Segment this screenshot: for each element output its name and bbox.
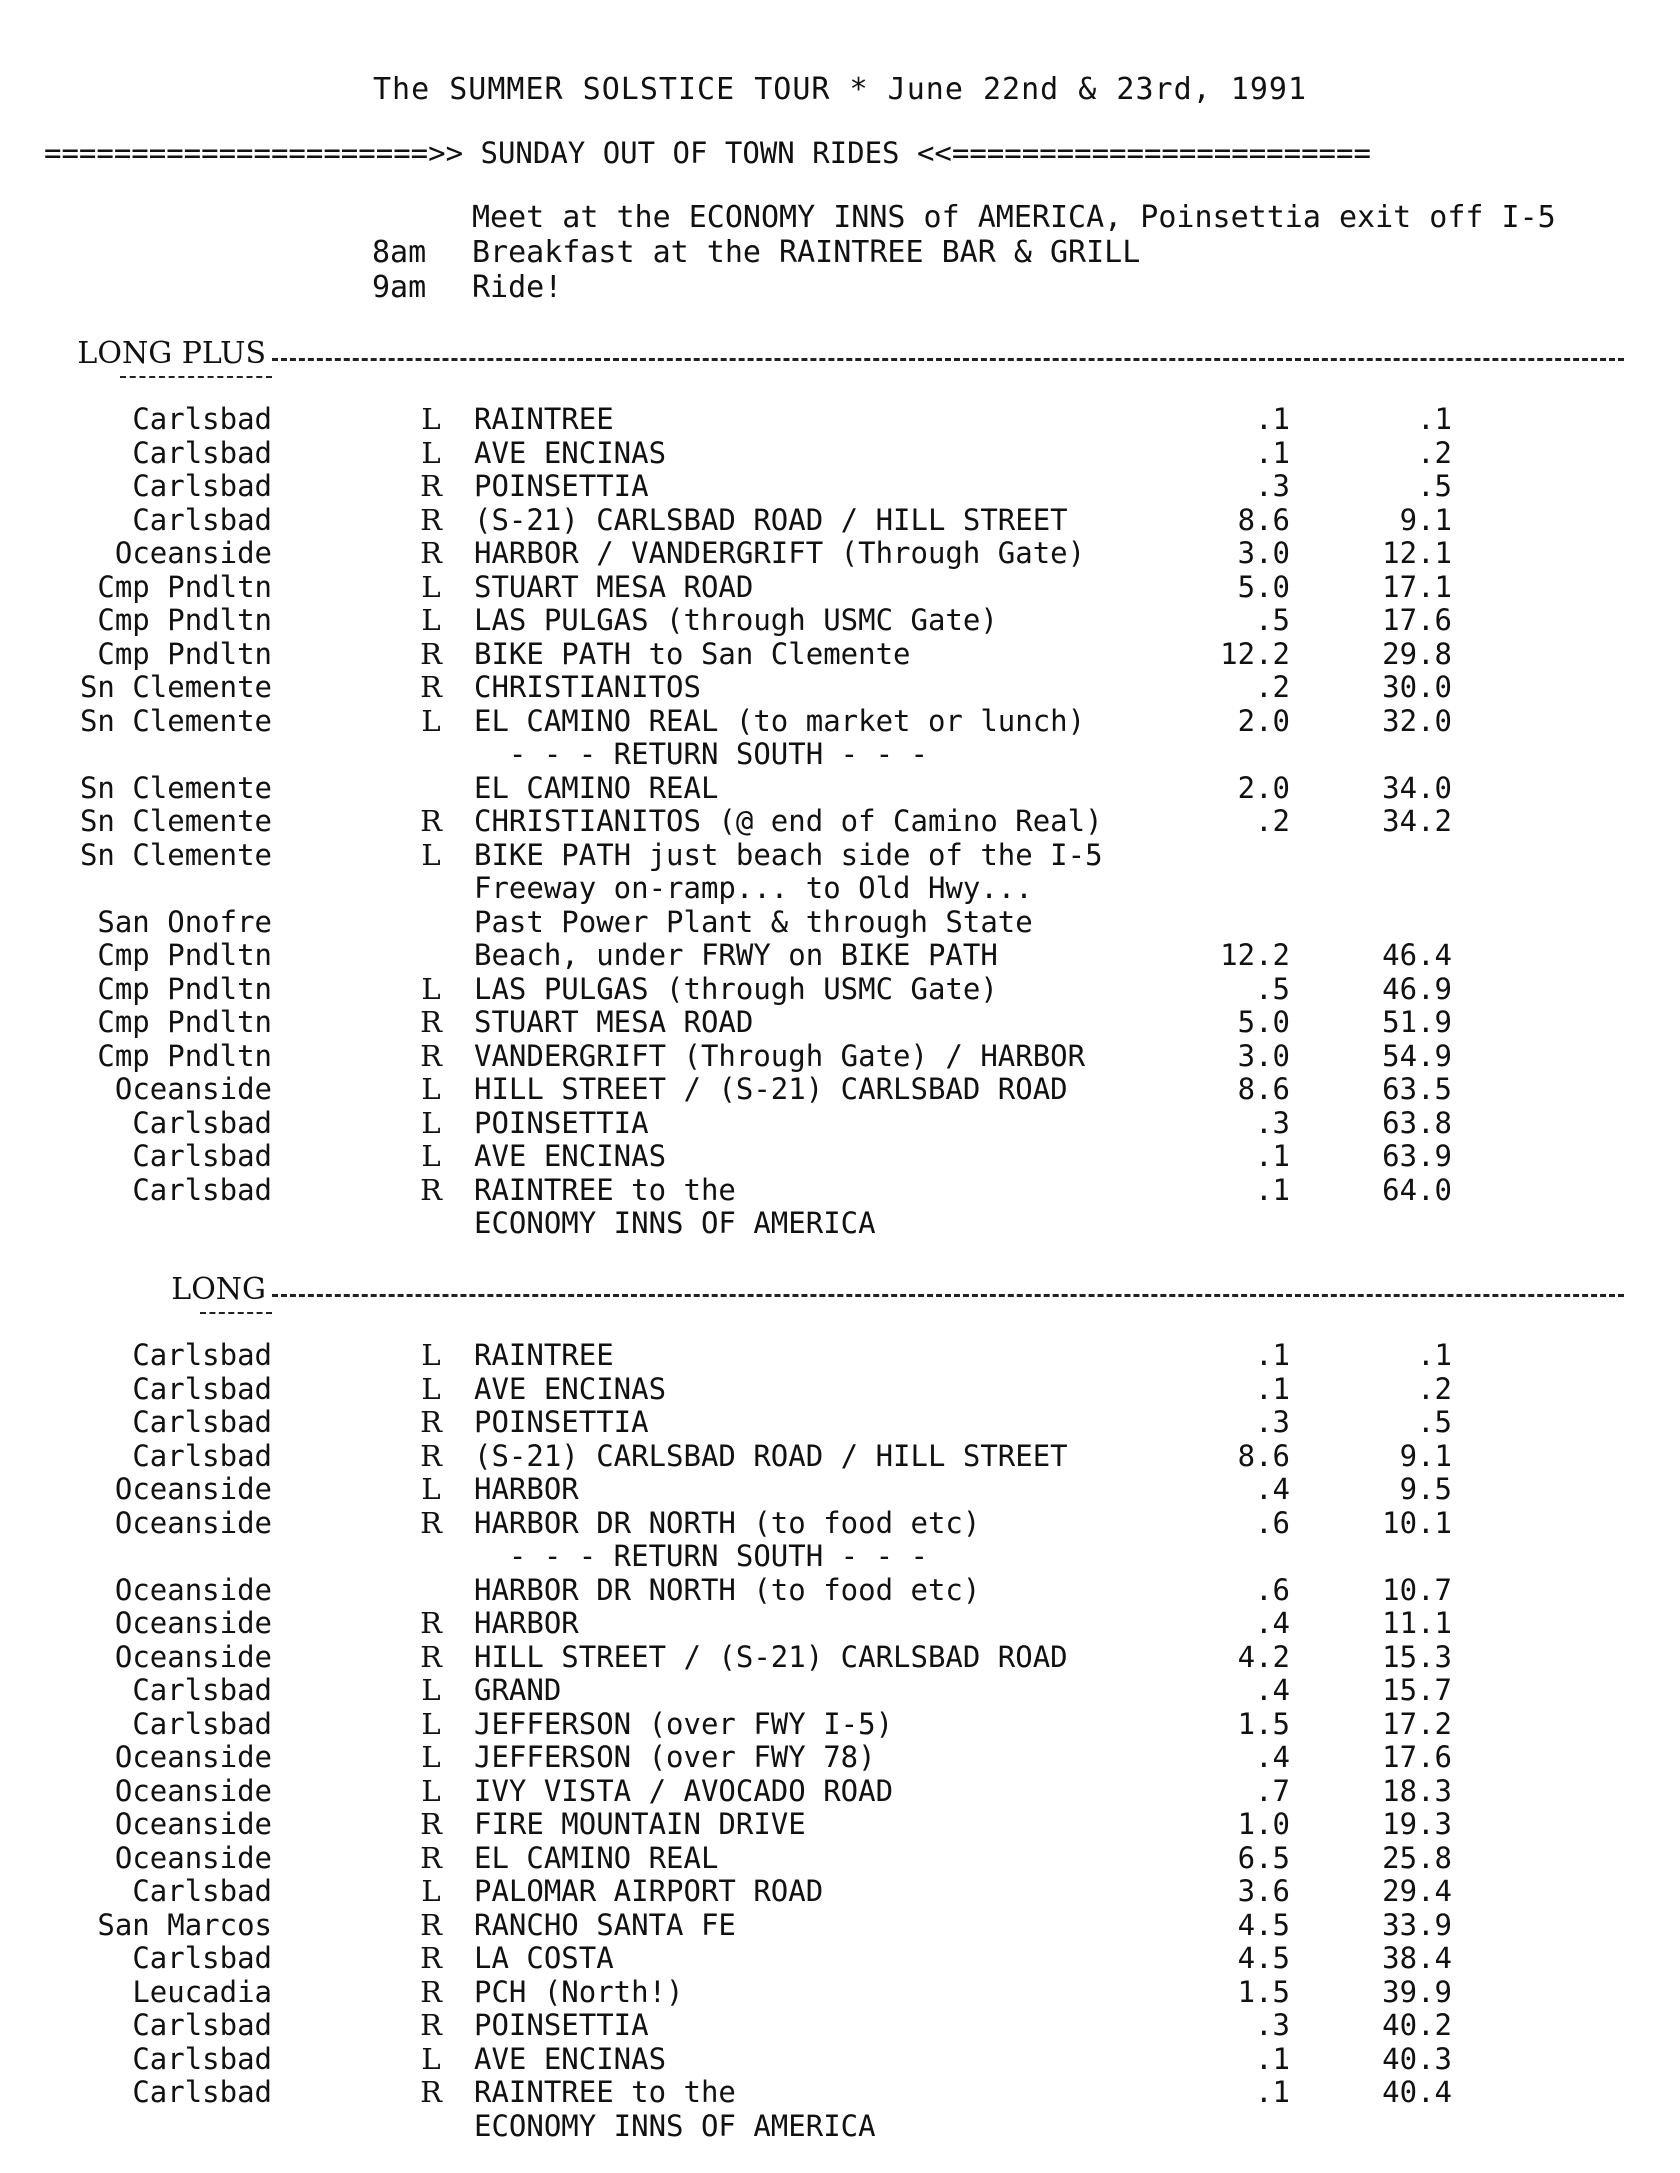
road-name: (S-21) CARLSBAD ROAD / HILL STREET	[474, 502, 1068, 537]
cue-row	[0, 1405, 1680, 1439]
road-name: RAINTREE	[474, 402, 614, 436]
label-underline	[120, 376, 272, 388]
cue-row	[0, 1908, 1680, 1942]
cumulative-distance: 12.1	[1382, 536, 1452, 570]
cumulative-distance: 46.4	[1382, 938, 1452, 972]
road-name: BIKE PATH just beach side of the I-5	[474, 837, 1103, 872]
road-name: Past Power Plant & through State	[474, 904, 1033, 939]
road-name: POINSETTIA	[474, 1405, 649, 1439]
turn-direction: R	[420, 636, 442, 671]
town-name: Oceanside	[114, 1639, 272, 1674]
turn-direction: L	[421, 1472, 441, 1506]
town-name: Carlsbad	[132, 435, 272, 470]
segment-distance: .7	[1255, 1773, 1290, 1808]
segment-distance: .1	[1255, 2041, 1290, 2076]
turn-direction: L	[421, 1072, 441, 1106]
road-name: (S-21) CARLSBAD ROAD / HILL STREET	[474, 1438, 1068, 1473]
segment-distance: 12.2	[1220, 938, 1290, 972]
cumulative-distance: 34.2	[1382, 804, 1452, 838]
town-name: Carlsbad	[132, 2041, 272, 2076]
segment-distance: 8.6	[1237, 1438, 1290, 1473]
town-name: Carlsbad	[132, 402, 272, 436]
segment-distance: .1	[1255, 435, 1290, 470]
town-name: Oceanside	[114, 1807, 272, 1841]
segment-distance: .4	[1255, 1472, 1290, 1506]
turn-direction: L	[421, 1740, 441, 1774]
route-section-long-plus	[0, 336, 1680, 1240]
cumulative-distance: 40.2	[1382, 2008, 1452, 2042]
road-name: POINSETTIA	[474, 469, 649, 503]
road-name: RANCHO SANTA FE	[474, 1907, 736, 1942]
segment-distance: 2.0	[1237, 770, 1290, 805]
turn-direction: R	[420, 670, 442, 704]
segment-distance: 5.0	[1237, 569, 1290, 604]
label-underline	[200, 1312, 272, 1324]
town-name: Carlsbad	[132, 469, 272, 503]
cumulative-distance: .2	[1417, 1371, 1452, 1406]
town-name: Oceanside	[114, 1773, 272, 1808]
town-name: Carlsbad	[132, 2075, 272, 2109]
meeting-time: 9am	[372, 270, 427, 305]
turn-direction: R	[420, 804, 442, 838]
road-name: CHRISTIANITOS	[474, 670, 701, 704]
cumulative-distance: 34.0	[1382, 770, 1452, 805]
segment-distance: 2.0	[1237, 703, 1290, 738]
turn-direction: L	[421, 1773, 441, 1808]
turn-direction: R	[420, 1974, 442, 2009]
segment-distance: 3.6	[1237, 1874, 1290, 1908]
road-name: HARBOR DR NORTH (to food etc)	[474, 1505, 981, 1540]
cue-row	[0, 1975, 1680, 2009]
segment-distance: 4.5	[1237, 1941, 1290, 1975]
segment-distance: 1.0	[1237, 1807, 1290, 1841]
turn-direction: L	[421, 603, 441, 637]
section-header	[0, 336, 1680, 376]
cue-rows	[0, 402, 1680, 1240]
cumulative-distance: 39.9	[1382, 1974, 1452, 2009]
meeting-line	[372, 235, 1556, 270]
segment-distance: .5	[1255, 603, 1290, 637]
meeting-line	[372, 270, 1556, 305]
cumulative-distance: 32.0	[1382, 703, 1452, 738]
cue-row	[0, 1941, 1680, 1975]
section-banner: ======================>> SUNDAY OUT OF TOWN RIDES <<========================	[44, 136, 1371, 170]
town-name: Cmp Pndltn	[97, 971, 272, 1006]
meeting-line	[372, 200, 1556, 235]
cue-row	[0, 469, 1680, 503]
cumulative-distance: 11.1	[1382, 1606, 1452, 1640]
road-name: PCH (North!)	[474, 1974, 684, 2009]
town-name: Leucadia	[132, 1974, 272, 2009]
cumulative-distance: 38.4	[1382, 1941, 1452, 1975]
cumulative-distance: 17.1	[1382, 569, 1452, 604]
town-name: Cmp Pndltn	[97, 636, 272, 671]
cue-row	[0, 1039, 1680, 1073]
cumulative-distance: 9.1	[1399, 502, 1452, 537]
turn-direction: L	[421, 1673, 441, 1707]
cumulative-distance: .1	[1417, 1338, 1452, 1372]
road-name: RAINTREE to the	[474, 2075, 736, 2109]
cue-row	[0, 536, 1680, 570]
road-name: GRAND	[474, 1673, 562, 1707]
cumulative-distance: 15.3	[1382, 1639, 1452, 1674]
cue-row	[0, 1606, 1680, 1640]
cumulative-distance: .1	[1417, 402, 1452, 436]
cue-row	[0, 1673, 1680, 1707]
town-name: Oceanside	[114, 1505, 272, 1540]
road-name: HARBOR DR NORTH (to food etc)	[474, 1572, 981, 1607]
cumulative-distance: 18.3	[1382, 1773, 1452, 1808]
cue-row	[0, 838, 1680, 872]
road-name: LAS PULGAS (through USMC Gate)	[474, 971, 998, 1006]
cumulative-distance: 10.1	[1382, 1505, 1452, 1540]
page-title: The SUMMER SOLSTICE TOUR * June 22nd & 23rd, 1991	[372, 72, 1307, 107]
cue-row	[0, 972, 1680, 1006]
road-name: Beach, under FRWY on BIKE PATH	[474, 938, 998, 972]
turn-direction: R	[420, 1438, 442, 1473]
town-name: Carlsbad	[132, 1105, 272, 1140]
town-name: Carlsbad	[132, 1673, 272, 1707]
cue-row	[0, 1539, 1680, 1573]
turn-direction: R	[420, 2075, 442, 2109]
town-name: Oceanside	[114, 536, 272, 570]
turn-direction: L	[421, 1139, 441, 1173]
header-rule	[272, 358, 1624, 361]
road-name: HILL STREET / (S-21) CARLSBAD ROAD	[474, 1072, 1068, 1106]
road-name: STUART MESA ROAD	[474, 1005, 754, 1039]
cue-row	[0, 1573, 1680, 1607]
road-name: POINSETTIA	[474, 2008, 649, 2042]
cumulative-distance: 10.7	[1382, 1572, 1452, 1607]
town-name: Carlsbad	[132, 1172, 272, 1207]
road-name: LA COSTA	[474, 1941, 614, 1975]
segment-distance: 4.2	[1237, 1639, 1290, 1674]
town-name: Carlsbad	[132, 1371, 272, 1406]
town-name: Sn Clemente	[79, 703, 272, 738]
segment-distance: 3.0	[1237, 536, 1290, 570]
town-name: Sn Clemente	[79, 670, 272, 704]
road-name: Freeway on-ramp... to Old Hwy...	[474, 871, 1033, 905]
cue-row	[0, 737, 1680, 771]
cue-row	[0, 1005, 1680, 1039]
meeting-time: 8am	[372, 235, 427, 270]
road-name: CHRISTIANITOS (@ end of Camino Real)	[474, 804, 1103, 838]
town-name: San Marcos	[97, 1907, 272, 1942]
cue-row	[0, 1807, 1680, 1841]
cumulative-distance: 33.9	[1382, 1907, 1452, 1942]
cumulative-distance: 19.3	[1382, 1807, 1452, 1841]
turn-direction: R	[420, 1907, 442, 1942]
cue-row	[0, 1506, 1680, 1540]
segment-distance: .1	[1255, 1139, 1290, 1173]
segment-distance: .4	[1255, 1606, 1290, 1640]
road-name: EL CAMINO REAL (to market or lunch)	[474, 703, 1086, 738]
cue-row	[0, 1338, 1680, 1372]
road-name: HILL STREET / (S-21) CARLSBAD ROAD	[474, 1639, 1068, 1674]
cumulative-distance: 17.2	[1382, 1706, 1452, 1741]
road-name: JEFFERSON (over FWY I-5)	[474, 1706, 894, 1741]
turn-direction: R	[420, 1005, 442, 1039]
town-name: Cmp Pndltn	[97, 603, 272, 637]
cumulative-distance: 51.9	[1382, 1005, 1452, 1039]
cue-row	[0, 2075, 1680, 2109]
town-name: San Onofre	[97, 904, 272, 939]
turn-direction: L	[421, 1371, 441, 1406]
town-name: Carlsbad	[132, 1874, 272, 1908]
cumulative-distance: 17.6	[1382, 1740, 1452, 1774]
turn-direction: R	[420, 1639, 442, 1674]
turn-direction: L	[421, 1105, 441, 1140]
segment-distance: .1	[1255, 1371, 1290, 1406]
header-rule	[272, 1294, 1624, 1297]
turn-direction: R	[420, 1405, 442, 1439]
road-name: PALOMAR AIRPORT ROAD	[474, 1874, 824, 1908]
segment-distance: .2	[1255, 804, 1290, 838]
town-name: Sn Clemente	[79, 837, 272, 872]
road-name: AVE ENCINAS	[474, 1139, 667, 1173]
turn-direction: L	[421, 1338, 441, 1372]
turn-direction: L	[421, 2041, 441, 2076]
cumulative-distance: .2	[1417, 435, 1452, 470]
cumulative-distance: 17.6	[1382, 603, 1452, 637]
road-name: STUART MESA ROAD	[474, 569, 754, 604]
segment-distance: .3	[1255, 2008, 1290, 2042]
road-name: RAINTREE	[474, 1338, 614, 1372]
cue-rows	[0, 1338, 1680, 2142]
road-name: BIKE PATH to San Clemente	[474, 636, 911, 671]
road-name: EL CAMINO REAL	[474, 770, 719, 805]
road-name: - - - RETURN SOUTH - - -	[474, 737, 928, 771]
cue-row	[0, 603, 1680, 637]
cue-row	[0, 704, 1680, 738]
turn-direction: R	[420, 1505, 442, 1540]
road-name: VANDERGRIFT (Through Gate) / HARBOR	[474, 1038, 1086, 1073]
cumulative-distance: 25.8	[1382, 1840, 1452, 1875]
cue-row	[0, 1139, 1680, 1173]
road-name: AVE ENCINAS	[474, 1371, 667, 1406]
cue-row	[0, 1072, 1680, 1106]
segment-distance: .3	[1255, 469, 1290, 503]
town-name: Oceanside	[114, 1072, 272, 1106]
cue-row	[0, 1206, 1680, 1240]
turn-direction: R	[420, 1172, 442, 1207]
cumulative-distance: 63.5	[1382, 1072, 1452, 1106]
town-name: Sn Clemente	[79, 804, 272, 838]
cue-row	[0, 1707, 1680, 1741]
segment-distance: .6	[1255, 1505, 1290, 1540]
town-name: Carlsbad	[132, 2008, 272, 2042]
meeting-text: Ride!	[472, 270, 563, 305]
segment-distance: 8.6	[1237, 1072, 1290, 1106]
town-name: Oceanside	[114, 1472, 272, 1506]
cumulative-distance: 63.8	[1382, 1105, 1452, 1140]
turn-direction: L	[421, 837, 441, 872]
cue-row	[0, 637, 1680, 671]
cue-row	[0, 871, 1680, 905]
cue-row	[0, 1740, 1680, 1774]
town-name: Cmp Pndltn	[97, 938, 272, 972]
cue-row	[0, 2109, 1680, 2143]
cue-row	[0, 1874, 1680, 1908]
cue-row	[0, 771, 1680, 805]
town-name: Carlsbad	[132, 1706, 272, 1741]
town-name: Oceanside	[114, 1840, 272, 1875]
road-name: RAINTREE to the	[474, 1172, 736, 1207]
town-name: Oceanside	[114, 1606, 272, 1640]
turn-direction: L	[421, 402, 441, 436]
turn-direction: R	[420, 1941, 442, 1975]
segment-distance: .4	[1255, 1673, 1290, 1707]
road-name: POINSETTIA	[474, 1105, 649, 1140]
town-name: Sn Clemente	[79, 770, 272, 805]
cumulative-distance: 29.8	[1382, 636, 1452, 671]
road-name: HARBOR	[474, 1472, 579, 1506]
turn-direction: L	[421, 1706, 441, 1741]
cumulative-distance: 15.7	[1382, 1673, 1452, 1707]
turn-direction: L	[421, 703, 441, 738]
turn-direction: L	[421, 569, 441, 604]
cumulative-distance: 64.0	[1382, 1172, 1452, 1207]
cue-row	[0, 503, 1680, 537]
turn-direction: R	[420, 1807, 442, 1841]
road-name: HARBOR	[474, 1606, 579, 1640]
cue-row	[0, 1841, 1680, 1875]
road-name: - - - RETURN SOUTH - - -	[474, 1539, 928, 1573]
cue-row	[0, 938, 1680, 972]
turn-direction: L	[421, 435, 441, 470]
turn-direction: R	[420, 2008, 442, 2042]
turn-direction: L	[421, 1874, 441, 1908]
road-name: JEFFERSON (over FWY 78)	[474, 1740, 876, 1774]
town-name: Carlsbad	[132, 502, 272, 537]
town-name: Cmp Pndltn	[97, 569, 272, 604]
town-name: Carlsbad	[132, 1139, 272, 1173]
cue-row	[0, 1106, 1680, 1140]
segment-distance: .1	[1255, 2075, 1290, 2109]
turn-direction: R	[420, 469, 442, 503]
segment-distance: 1.5	[1237, 1974, 1290, 2009]
road-name: FIRE MOUNTAIN DRIVE	[474, 1807, 806, 1841]
road-name: LAS PULGAS (through USMC Gate)	[474, 603, 998, 637]
road-name: AVE ENCINAS	[474, 2041, 667, 2076]
cue-row	[0, 436, 1680, 470]
cumulative-distance: 9.1	[1399, 1438, 1452, 1473]
town-name: Carlsbad	[132, 1338, 272, 1372]
segment-distance: .1	[1255, 1338, 1290, 1372]
segment-distance: .4	[1255, 1740, 1290, 1774]
segment-distance: 4.5	[1237, 1907, 1290, 1942]
cumulative-distance: .5	[1417, 469, 1452, 503]
cue-row	[0, 570, 1680, 604]
turn-direction: L	[421, 971, 441, 1006]
segment-distance: .2	[1255, 670, 1290, 704]
road-name: ECONOMY INNS OF AMERICA	[474, 1206, 876, 1240]
segment-distance: 12.2	[1220, 636, 1290, 671]
town-name: Cmp Pndltn	[97, 1005, 272, 1039]
cumulative-distance: 30.0	[1382, 670, 1452, 704]
route-section-long	[0, 1272, 1680, 2143]
segment-distance: 5.0	[1237, 1005, 1290, 1039]
road-name: ECONOMY INNS OF AMERICA	[474, 2108, 876, 2143]
segment-distance: .5	[1255, 971, 1290, 1006]
turn-direction: R	[420, 536, 442, 570]
town-name: Oceanside	[114, 1740, 272, 1774]
town-name: Carlsbad	[132, 1405, 272, 1439]
cumulative-distance: 63.9	[1382, 1139, 1452, 1173]
section-label: LONG PLUS	[77, 336, 272, 371]
segment-distance: .1	[1255, 1172, 1290, 1207]
cumulative-distance: 40.3	[1382, 2041, 1452, 2076]
cumulative-distance: 29.4	[1382, 1874, 1452, 1908]
cue-row	[0, 804, 1680, 838]
road-name: EL CAMINO REAL	[474, 1840, 719, 1875]
cue-row	[0, 670, 1680, 704]
meeting-text: Meet at the ECONOMY INNS of AMERICA, Poinsettia exit off I-5	[472, 200, 1556, 235]
cumulative-distance: 46.9	[1382, 971, 1452, 1006]
turn-direction: R	[420, 1038, 442, 1073]
segment-distance: .6	[1255, 1572, 1290, 1607]
cue-row	[0, 402, 1680, 436]
town-name: Cmp Pndltn	[97, 1038, 272, 1073]
meeting-info	[372, 200, 1556, 305]
road-name: HARBOR / VANDERGRIFT (Through Gate)	[474, 536, 1086, 570]
town-name: Carlsbad	[132, 1941, 272, 1975]
cue-row	[0, 1640, 1680, 1674]
cumulative-distance: 9.5	[1399, 1472, 1452, 1506]
section-label: LONG	[171, 1272, 272, 1307]
cue-row	[0, 1472, 1680, 1506]
cue-row	[0, 1439, 1680, 1473]
segment-distance: 8.6	[1237, 502, 1290, 537]
segment-distance: 1.5	[1237, 1706, 1290, 1741]
cumulative-distance: 54.9	[1382, 1038, 1452, 1073]
cue-row	[0, 1372, 1680, 1406]
cue-row	[0, 1774, 1680, 1808]
segment-distance: .3	[1255, 1405, 1290, 1439]
segment-distance: .1	[1255, 402, 1290, 436]
meeting-text: Breakfast at the RAINTREE BAR & GRILL	[472, 235, 1141, 270]
road-name: IVY VISTA / AVOCADO ROAD	[474, 1773, 894, 1808]
turn-direction: R	[420, 502, 442, 537]
section-header	[0, 1272, 1680, 1312]
cumulative-distance: .5	[1417, 1405, 1452, 1439]
turn-direction: R	[420, 1840, 442, 1875]
cue-row	[0, 2008, 1680, 2042]
segment-distance: 6.5	[1237, 1840, 1290, 1875]
cue-row	[0, 1173, 1680, 1207]
town-name: Carlsbad	[132, 1438, 272, 1473]
road-name: AVE ENCINAS	[474, 435, 667, 470]
cue-row	[0, 905, 1680, 939]
cumulative-distance: 40.4	[1382, 2075, 1452, 2109]
cue-row	[0, 2042, 1680, 2076]
town-name: Oceanside	[114, 1572, 272, 1607]
segment-distance: 3.0	[1237, 1038, 1290, 1073]
turn-direction: R	[420, 1606, 442, 1640]
segment-distance: .3	[1255, 1105, 1290, 1140]
